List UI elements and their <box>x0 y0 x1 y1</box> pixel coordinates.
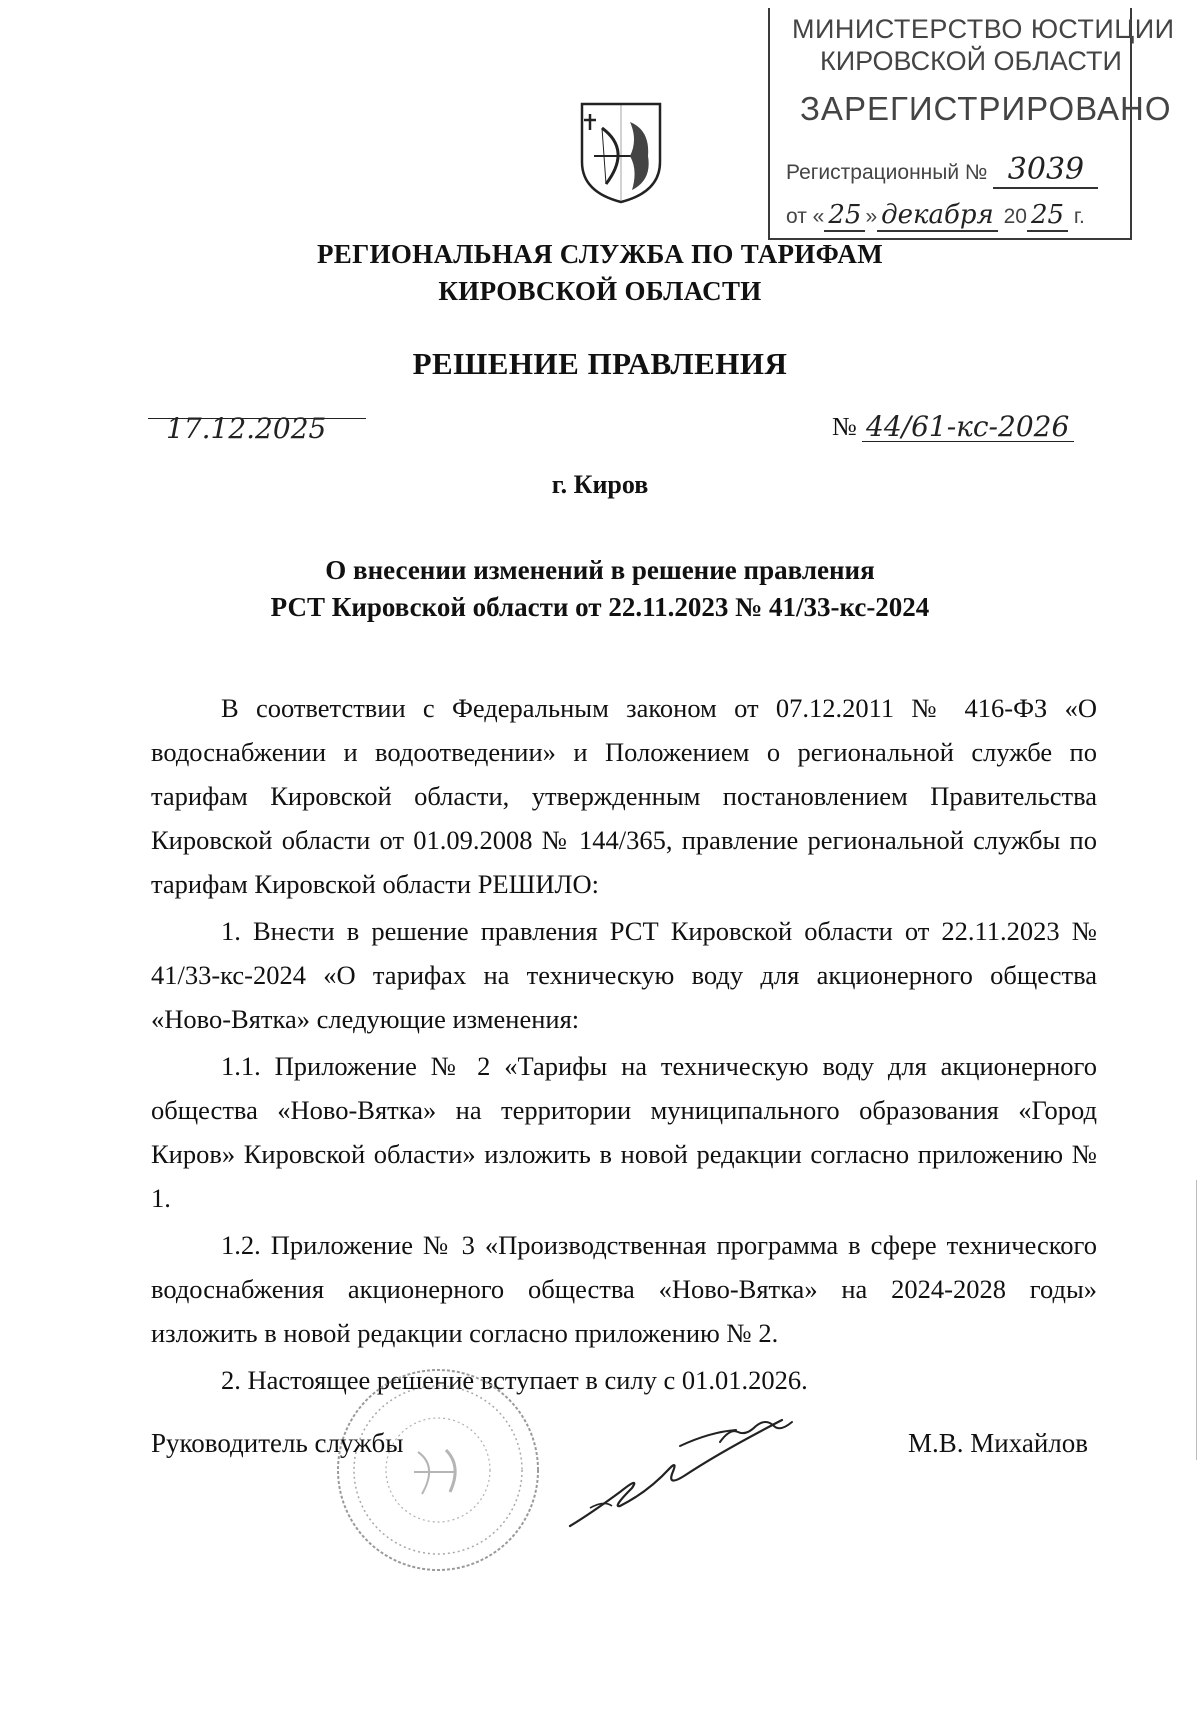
subject-line-2: РСТ Кировской области от 22.11.2023 № 41/33-кс-2024 <box>270 592 930 622</box>
organization-line-2: КИРОВСКОЙ ОБЛАСТИ <box>438 276 762 306</box>
document-body <box>151 686 1097 1405</box>
stamp-region: КИРОВСКОЙ ОБЛАСТИ <box>820 46 1122 76</box>
stamp-date-year-suffix: 25 <box>1027 200 1068 232</box>
paragraph-item-1: 1. Внести в решение правления РСТ Кировской области от 22.11.2023 № 41/33-кс-2024 «О тарифах на техническую воду для акционерного общества «Ново-Вятка» следующие изменения: <box>151 916 1097 1034</box>
scan-edge-line <box>1196 1180 1197 1460</box>
stamp-date-year-prefix: 20 <box>1003 205 1027 228</box>
stamp-status: ЗАРЕГИСТРИРОВАНО <box>800 90 1172 127</box>
paragraph-item-1-1: 1.1. Приложение № 2 «Тарифы на техническую воду для акционерного общества «Ново-Вятка» на территории муниципального образования «Город Киров» Кировской области» изложить в новой редакции согласно приложению № 1. <box>151 1051 1097 1213</box>
stamp-reg-number: 3039 <box>993 152 1098 189</box>
paragraph-item-2: 2. Настоящее решение вступает в силу с 01.01.2026. <box>221 1365 808 1395</box>
coat-of-arms-icon <box>578 100 664 206</box>
paragraph-preamble: В соответствии с Федеральным законом от 07.12.2011 № 416-ФЗ «О водоснабжении и водоотведении» и Положением о региональной службе по тарифам Кировской области, утвержденным постановлением Правительства Кировской области от 01.09.2008 № 144/365, правление региональной службы по тарифам Кировской области РЕШИЛО: <box>151 693 1097 899</box>
paragraph-item-1-2: 1.2. Приложение № 3 «Производственная программа в сфере технического водоснабжения акционерного общества «Ново-Вятка» на 2024-2028 годы» изложить в новой редакции согласно приложению № 2. <box>151 1230 1097 1348</box>
stamp-reg-line <box>786 152 1098 189</box>
document-title: РЕШЕНИЕ ПРАВЛЕНИЯ <box>412 346 788 381</box>
stamp-date-line <box>786 200 1085 230</box>
handwritten-signature-icon <box>560 1396 880 1536</box>
subject-line-1: О внесении изменений в решение правления <box>325 555 875 585</box>
document-number: 44/61-кс-2026 <box>866 410 1070 443</box>
organization-line-1: РЕГИОНАЛЬНАЯ СЛУЖБА ПО ТАРИФАМ <box>317 239 883 269</box>
document-date: 17.12.2025 <box>166 412 327 445</box>
stamp-date-day: 25 <box>824 200 865 232</box>
number-underline <box>862 441 1074 442</box>
registration-stamp <box>768 8 1175 240</box>
stamp-date-tail: г. <box>1073 205 1085 228</box>
city: г. Киров <box>551 470 649 499</box>
document-subject <box>0 552 1200 626</box>
official-seal-icon <box>334 1366 542 1574</box>
signatory-role: Руководитель службы <box>151 1428 404 1458</box>
number-label: № <box>832 412 857 441</box>
stamp-ministry: МИНИСТЕРСТВО ЮСТИЦИИ <box>792 14 1175 44</box>
stamp-date-month: декабря <box>877 200 998 232</box>
signatory-name: М.В. Михайлов <box>908 1428 1089 1458</box>
stamp-date-prefix: от « <box>786 205 825 228</box>
stamp-date-mid: » <box>865 205 878 228</box>
stamp-reg-label: Регистрационный № <box>786 161 988 184</box>
organization-name <box>0 236 1200 310</box>
